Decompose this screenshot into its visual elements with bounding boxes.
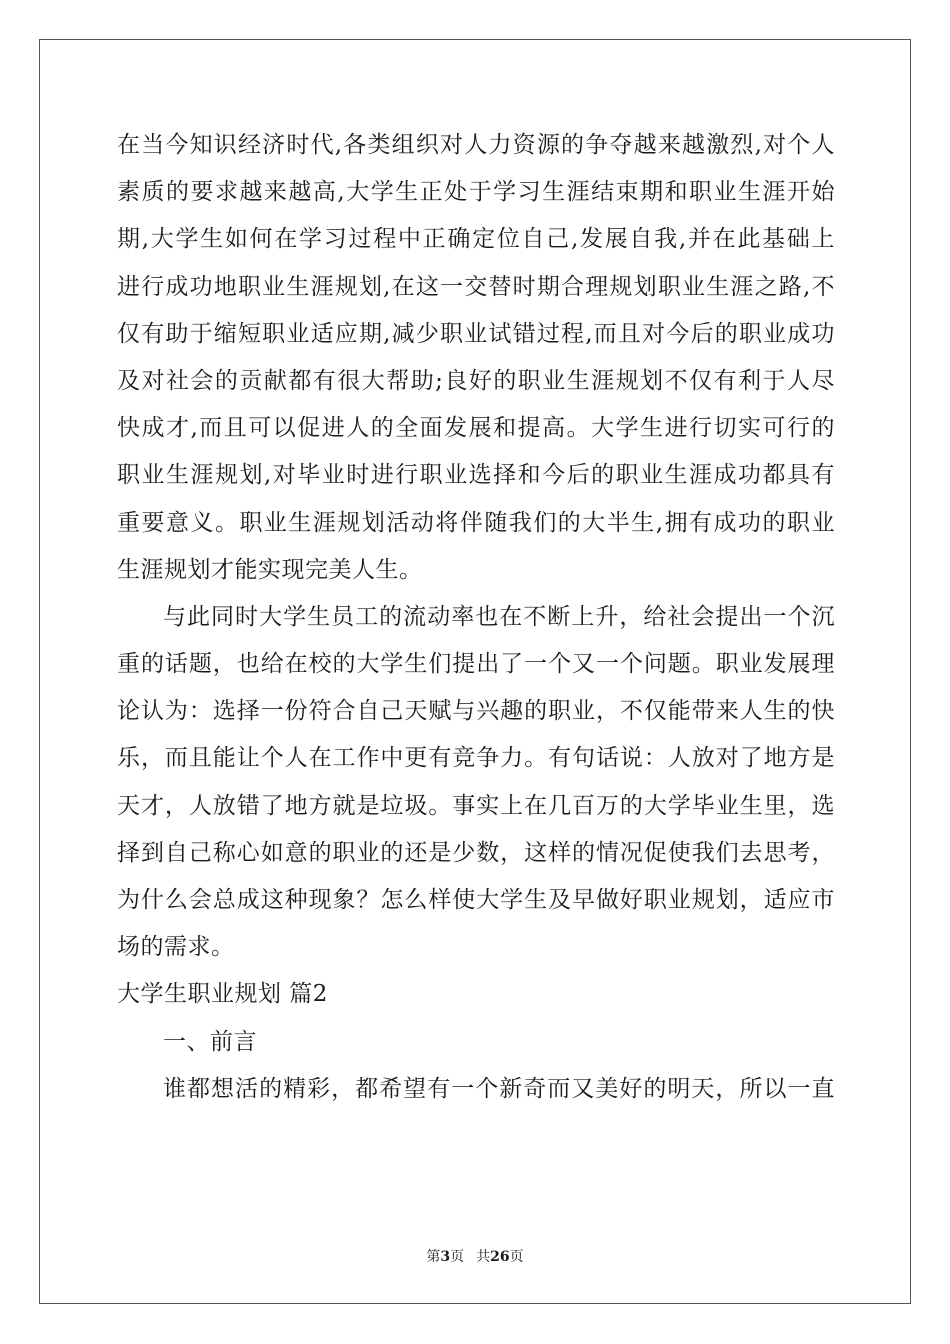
total-unit: 页 — [509, 1249, 524, 1265]
document-body — [117, 122, 835, 1113]
paragraph-line: 职业生涯规划,对毕业时进行职业选择和今后的职业生涯成功都具有 — [117, 462, 835, 489]
paragraph-line: 论认为：选择一份符合自己天赋与兴趣的职业，不仅能带来人生的快 — [117, 698, 835, 725]
paragraph-line: 仅有助于缩短职业适应期,减少职业试错过程,而且对今后的职业成功 — [117, 320, 835, 347]
paragraph-line: 为什么会总成这种现象？怎么样使大学生及早做好职业规划，适应市 — [117, 887, 835, 913]
page-prefix: 第 — [426, 1249, 441, 1265]
paragraph-line: 生涯规划才能实现完美人生。 — [117, 556, 423, 583]
paragraph-line: 快成才,而且可以促进人的全面发展和提高。大学生进行切实可行的 — [117, 415, 835, 442]
subsection-heading: 一、前言 — [163, 1028, 257, 1055]
page-footer — [0, 1246, 950, 1266]
current-page-number: 3 — [440, 1249, 451, 1265]
paragraph-line: 择到自己称心如意的职业的还是少数，这样的情况促使我们去思考， — [117, 839, 835, 866]
page-unit: 页 — [450, 1249, 465, 1265]
paragraph-line: 素质的要求越来越高,大学生正处于学习生涯结束期和职业生涯开始 — [117, 179, 835, 206]
paragraph-line: 期,大学生如何在学习过程中正确定位自己,发展自我,并在此基础上 — [117, 226, 835, 253]
paragraph-line: 乐，而且能让个人在工作中更有竞争力。有句话说：人放对了地方是 — [117, 745, 835, 772]
paragraph-line: 重的话题，也给在校的大学生们提出了一个又一个问题。职业发展理 — [117, 651, 835, 678]
paragraph-line: 在当今知识经济时代,各类组织对人力资源的争夺越来越激烈,对个人 — [117, 132, 835, 158]
section-heading: 大学生职业规划 篇2 — [117, 981, 328, 1008]
total-prefix: 共 — [476, 1249, 491, 1265]
paragraph-line: 重要意义。职业生涯规划活动将伴随我们的大半生,拥有成功的职业 — [117, 509, 835, 536]
paragraph-line: 进行成功地职业生涯规划,在这一交替时期合理规划职业生涯之路,不 — [117, 273, 835, 300]
total-page-count: 26 — [490, 1249, 510, 1265]
paragraph-line: 谁都想活的精彩，都希望有一个新奇而又美好的明天，所以一直 — [163, 1075, 835, 1102]
paragraph-line: 场的需求。 — [117, 934, 235, 961]
paragraph-line: 天才，人放错了地方就是垃圾。事实上在几百万的大学毕业生里，选 — [117, 792, 835, 819]
paragraph-line: 与此同时大学生员工的流动率也在不断上升，给社会提出一个沉 — [163, 603, 835, 630]
paragraph-line: 及对社会的贡献都有很大帮助;良好的职业生涯规划不仅有利于人尽 — [117, 367, 835, 394]
